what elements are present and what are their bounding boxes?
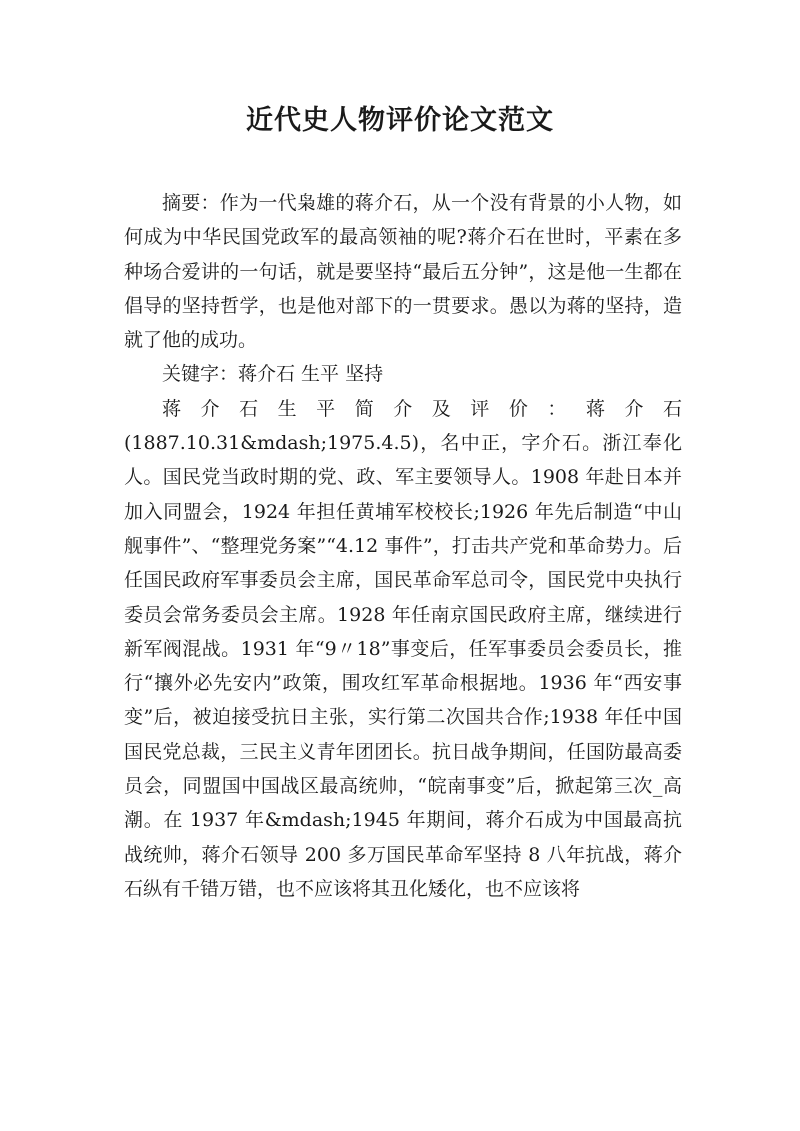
keywords-paragraph: 关键字：蒋介石 生平 坚持 <box>162 363 384 386</box>
document-title: 近代史人物评价论文范文 <box>246 105 554 136</box>
biography-paragraph: (1887.10.31&mdash;1975.4.5)，名中正，字介石。浙江奉化人。国民党当政时期的党、政、军主要领导人。1908 年赴日本并加入同盟会，1924 年担任黄埔军校校长;1926 年先后制造“中山舰事件”、“整理党务案”“4.12 事件”，打击共产党和革命势力。后任国民政府军事委员会主席，国民革命军总司令，国民党中央执行委员会常务委员会主席。1928 年任南京国民政府主席，继续进行新军阀混战。1931 年“9〃18”事变后，任军事委员会委员长，推行“攘外必先安内”政策，围攻红军革命根据地。1936 年“西安事变”后，被迫接受抗日主张，实行第二次国共合作;1938 年任中国国民党总裁，三民主义青年团团长。抗日战争期间，任国防最高委员会，同盟国中国战区最高统帅，“皖南事变”后，掀起第三次_高潮。在 1937 年&mdash;1945 年期间，蒋介石成为中国最高抗战统帅，蒋介石领导 200 多万国民革命军坚持 8 八年抗战，蒋介石纵有千错万错，也不应该将其丑化矮化，也不应该将 <box>124 432 682 900</box>
document-body <box>124 186 682 906</box>
biography-lead-line: 蒋 介 石 生 平 简 介 及 评 价 ： 蒋 介 石 <box>162 397 682 420</box>
abstract-paragraph: 摘要：作为一代枭雄的蒋介石，从一个没有背景的小人物，如何成为中华民国党政军的最高领袖的呢?蒋介石在世时，平素在多种场合爱讲的一句话，就是要坚持“最后五分钟”，这是他一生都在倡导的坚持哲学，也是他对部下的一贯要求。愚以为蒋的坚持，造就了他的成功。 <box>124 192 682 352</box>
